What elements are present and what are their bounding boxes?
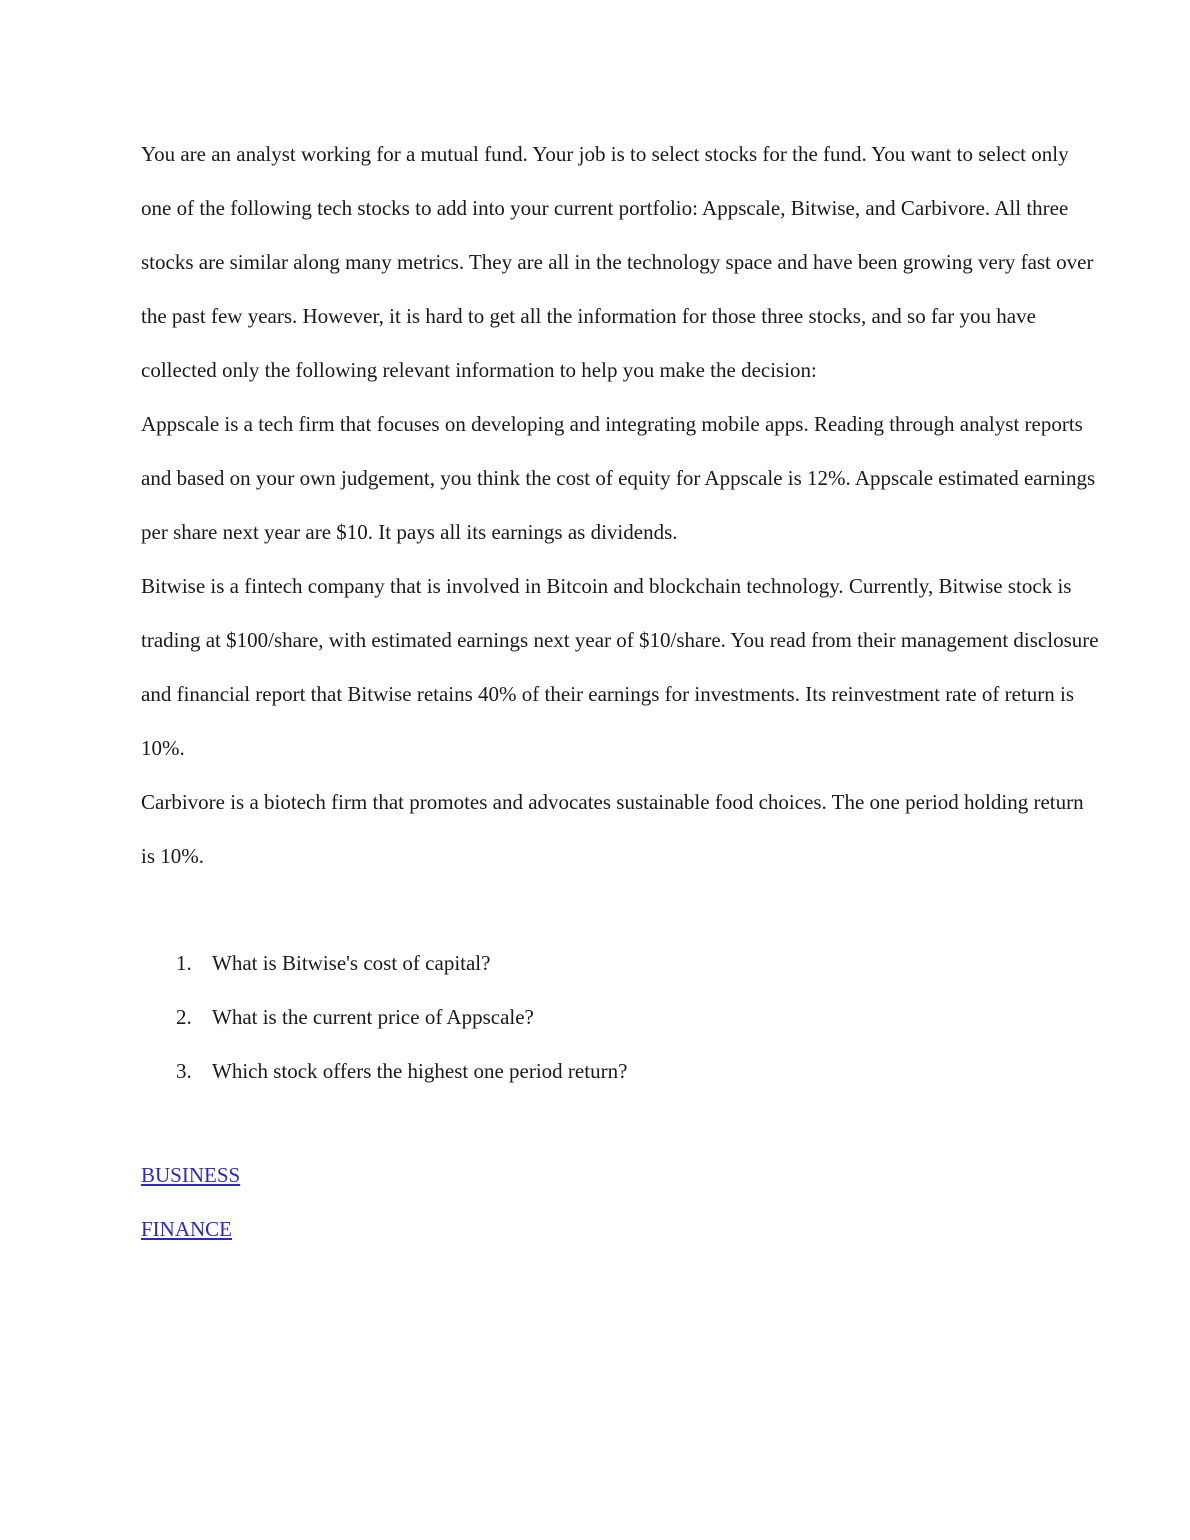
paragraph-bitwise: Bitwise is a fintech company that is involved in Bitcoin and blockchain technology. Currently, Bitwise stock is trading at $100/share, with estimated earnings next year of $10/share. You read from their management disclosure and financial report that Bitwise retains 40% of their earnings for investments. Its reinvestment rate of return is 10%.	[141, 574, 1099, 760]
list-number: 2.	[176, 1005, 192, 1029]
paragraph-appscale: Appscale is a tech firm that focuses on developing and integrating mobile apps. Reading through analyst reports and based on your own judgement, you think the cost of equity for Appscale is 12%. Appscale estimated earnings per share next year are $10. It pays all its earnings as dividends.	[141, 412, 1096, 544]
document-body	[141, 127, 1099, 1256]
business-link[interactable]: BUSINESS	[141, 1163, 241, 1187]
tag-links	[141, 1148, 1099, 1256]
list-item	[141, 1044, 1099, 1098]
question-text: What is Bitwise's cost of capital?	[212, 951, 491, 975]
paragraph-carbivore: Carbivore is a biotech firm that promotes and advocates sustainable food choices. The one period holding return is 10%.	[141, 790, 1084, 868]
list-number: 1.	[176, 951, 192, 975]
finance-link[interactable]: FINANCE	[141, 1217, 233, 1241]
question-text: What is the current price of Appscale?	[212, 1005, 534, 1029]
list-item	[141, 936, 1099, 990]
list-number: 3.	[176, 1059, 192, 1083]
paragraph-intro: You are an analyst working for a mutual fund. Your job is to select stocks for the fund. You want to select only one of the following tech stocks to add into your current portfolio: Appscale, Bitwise, and Carbivore. All three stocks are similar along many metrics. They are all in the technology space and have been growing very fast over the past few years. However, it is hard to get all the information for those three stocks, and so far you have collected only the following relevant information to help you make the decision:	[141, 142, 1094, 382]
question-text: Which stock offers the highest one period return?	[212, 1059, 628, 1083]
list-item	[141, 990, 1099, 1044]
question-list	[141, 936, 1099, 1098]
